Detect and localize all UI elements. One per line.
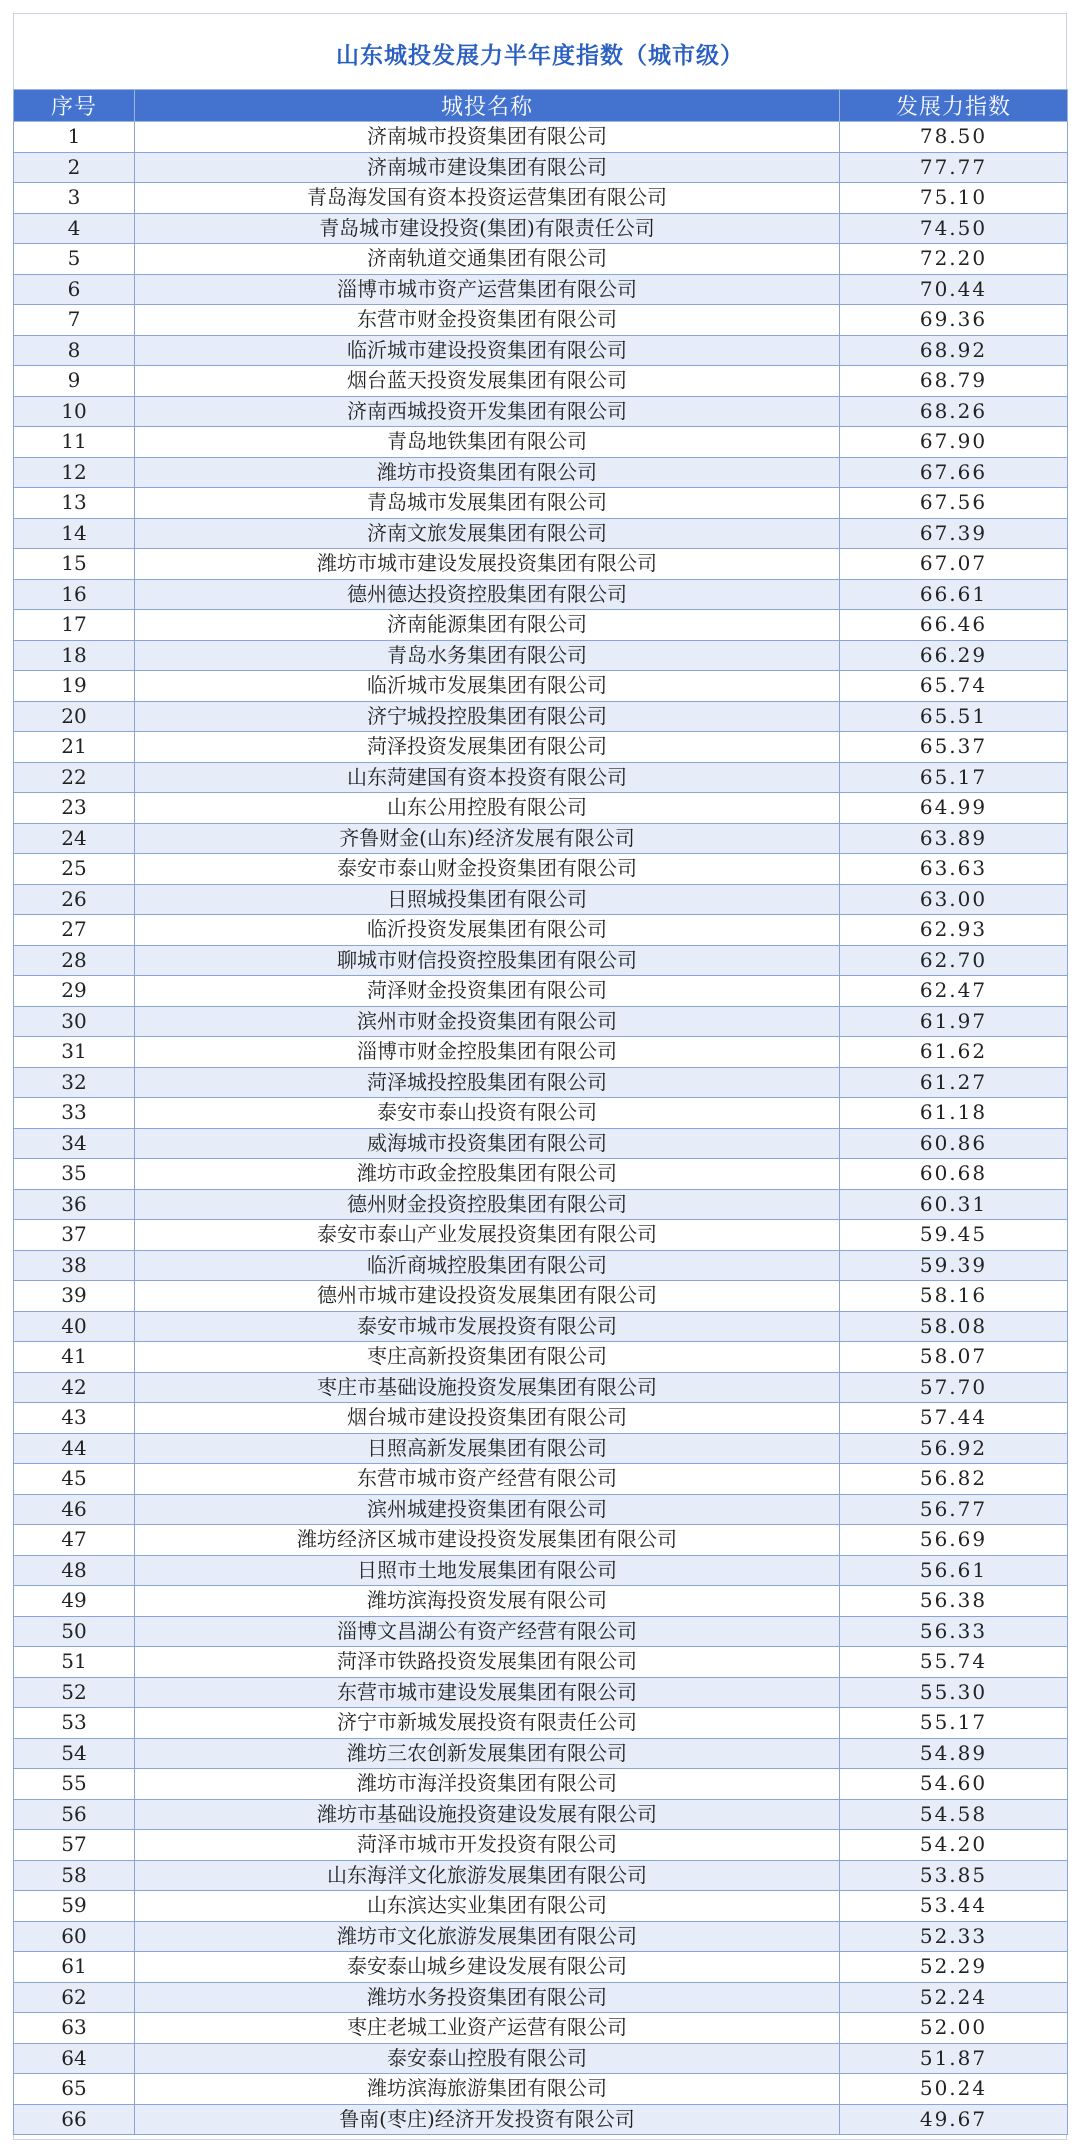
cell-name: 日照市土地发展集团有限公司 xyxy=(135,1555,840,1586)
cell-index: 49.67 xyxy=(840,2104,1068,2135)
cell-no: 29 xyxy=(14,976,135,1007)
cell-name: 淄博市城市资产运营集团有限公司 xyxy=(135,274,840,305)
cell-name: 菏泽城投控股集团有限公司 xyxy=(135,1067,840,1098)
cell-name: 齐鲁财金(山东)经济发展有限公司 xyxy=(135,823,840,854)
table-row xyxy=(14,396,1068,427)
cell-no: 10 xyxy=(14,396,135,427)
cell-index: 74.50 xyxy=(840,213,1068,244)
header-index: 发展力指数 xyxy=(840,90,1068,122)
table-row xyxy=(14,335,1068,366)
header-name: 城投名称 xyxy=(135,90,840,122)
cell-name: 菏泽市铁路投资发展集团有限公司 xyxy=(135,1647,840,1678)
cell-index: 75.10 xyxy=(840,183,1068,214)
cell-no: 37 xyxy=(14,1220,135,1251)
cell-index: 52.33 xyxy=(840,1921,1068,1952)
cell-name: 潍坊滨海旅游集团有限公司 xyxy=(135,2074,840,2105)
cell-index: 54.58 xyxy=(840,1799,1068,1830)
cell-no: 43 xyxy=(14,1403,135,1434)
cell-index: 56.82 xyxy=(840,1464,1068,1495)
cell-no: 14 xyxy=(14,518,135,549)
cell-name: 青岛城市建设投资(集团)有限责任公司 xyxy=(135,213,840,244)
cell-name: 滨州城建投资集团有限公司 xyxy=(135,1494,840,1525)
table-row xyxy=(14,152,1068,183)
table-row xyxy=(14,1830,1068,1861)
table-row xyxy=(14,1769,1068,1800)
index-table xyxy=(13,89,1068,2135)
cell-no: 19 xyxy=(14,671,135,702)
table-row xyxy=(14,1860,1068,1891)
cell-name: 潍坊市基础设施投资建设发展有限公司 xyxy=(135,1799,840,1830)
cell-index: 68.92 xyxy=(840,335,1068,366)
cell-index: 62.93 xyxy=(840,915,1068,946)
cell-index: 66.61 xyxy=(840,579,1068,610)
cell-no: 36 xyxy=(14,1189,135,1220)
cell-name: 潍坊市政金控股集团有限公司 xyxy=(135,1159,840,1190)
cell-name: 泰安市泰山投资有限公司 xyxy=(135,1098,840,1129)
cell-index: 57.44 xyxy=(840,1403,1068,1434)
cell-no: 20 xyxy=(14,701,135,732)
cell-name: 济宁城投控股集团有限公司 xyxy=(135,701,840,732)
cell-no: 17 xyxy=(14,610,135,641)
cell-no: 25 xyxy=(14,854,135,885)
table-row xyxy=(14,1067,1068,1098)
cell-name: 枣庄市基础设施投资发展集团有限公司 xyxy=(135,1372,840,1403)
table-row xyxy=(14,1738,1068,1769)
cell-name: 潍坊滨海投资发展有限公司 xyxy=(135,1586,840,1617)
cell-name: 泰安泰山城乡建设发展有限公司 xyxy=(135,1952,840,1983)
cell-index: 63.89 xyxy=(840,823,1068,854)
cell-no: 66 xyxy=(14,2104,135,2135)
cell-index: 61.62 xyxy=(840,1037,1068,1068)
cell-name: 鲁南(枣庄)经济开发投资有限公司 xyxy=(135,2104,840,2135)
cell-no: 42 xyxy=(14,1372,135,1403)
cell-index: 59.39 xyxy=(840,1250,1068,1281)
cell-no: 51 xyxy=(14,1647,135,1678)
cell-no: 63 xyxy=(14,2013,135,2044)
table-row xyxy=(14,915,1068,946)
cell-index: 63.63 xyxy=(840,854,1068,885)
table-row xyxy=(14,1921,1068,1952)
header-no: 序号 xyxy=(14,90,135,122)
cell-no: 57 xyxy=(14,1830,135,1861)
cell-name: 济宁市新城发展投资有限责任公司 xyxy=(135,1708,840,1739)
cell-no: 34 xyxy=(14,1128,135,1159)
cell-name: 济南文旅发展集团有限公司 xyxy=(135,518,840,549)
table-row xyxy=(14,640,1068,671)
cell-index: 52.29 xyxy=(840,1952,1068,1983)
table-row xyxy=(14,1403,1068,1434)
cell-no: 23 xyxy=(14,793,135,824)
table-row xyxy=(14,976,1068,1007)
cell-no: 30 xyxy=(14,1006,135,1037)
table-row xyxy=(14,1952,1068,1983)
cell-index: 58.16 xyxy=(840,1281,1068,1312)
cell-index: 66.29 xyxy=(840,640,1068,671)
cell-index: 65.37 xyxy=(840,732,1068,763)
cell-index: 52.00 xyxy=(840,2013,1068,2044)
cell-index: 53.44 xyxy=(840,1891,1068,1922)
cell-no: 49 xyxy=(14,1586,135,1617)
cell-index: 67.39 xyxy=(840,518,1068,549)
table-row xyxy=(14,701,1068,732)
cell-name: 枣庄老城工业资产运营有限公司 xyxy=(135,2013,840,2044)
cell-no: 50 xyxy=(14,1616,135,1647)
table-row xyxy=(14,1189,1068,1220)
cell-index: 68.79 xyxy=(840,366,1068,397)
cell-no: 65 xyxy=(14,2074,135,2105)
cell-name: 威海城市投资集团有限公司 xyxy=(135,1128,840,1159)
cell-index: 57.70 xyxy=(840,1372,1068,1403)
cell-name: 潍坊市海洋投资集团有限公司 xyxy=(135,1769,840,1800)
table-row xyxy=(14,1494,1068,1525)
cell-no: 62 xyxy=(14,1982,135,2013)
table-row xyxy=(14,579,1068,610)
cell-name: 济南能源集团有限公司 xyxy=(135,610,840,641)
cell-name: 日照高新发展集团有限公司 xyxy=(135,1433,840,1464)
cell-name: 山东公用控股有限公司 xyxy=(135,793,840,824)
cell-index: 62.47 xyxy=(840,976,1068,1007)
cell-no: 7 xyxy=(14,305,135,336)
cell-index: 56.77 xyxy=(840,1494,1068,1525)
cell-name: 淄博文昌湖公有资产经营有限公司 xyxy=(135,1616,840,1647)
cell-index: 61.97 xyxy=(840,1006,1068,1037)
table-row xyxy=(14,1006,1068,1037)
cell-name: 淄博市财金控股集团有限公司 xyxy=(135,1037,840,1068)
table-row xyxy=(14,1555,1068,1586)
cell-no: 15 xyxy=(14,549,135,580)
cell-name: 青岛水务集团有限公司 xyxy=(135,640,840,671)
cell-name: 滨州市财金投资集团有限公司 xyxy=(135,1006,840,1037)
cell-index: 65.17 xyxy=(840,762,1068,793)
cell-no: 11 xyxy=(14,427,135,458)
cell-name: 青岛城市发展集团有限公司 xyxy=(135,488,840,519)
cell-no: 22 xyxy=(14,762,135,793)
cell-index: 52.24 xyxy=(840,1982,1068,2013)
table-row xyxy=(14,1586,1068,1617)
cell-name: 东营市财金投资集团有限公司 xyxy=(135,305,840,336)
cell-name: 烟台城市建设投资集团有限公司 xyxy=(135,1403,840,1434)
table-body xyxy=(14,122,1068,2135)
table-title: 山东城投发展力半年度指数（城市级） xyxy=(336,42,744,69)
cell-name: 济南城市投资集团有限公司 xyxy=(135,122,840,153)
cell-name: 聊城市财信投资控股集团有限公司 xyxy=(135,945,840,976)
table-row xyxy=(14,1159,1068,1190)
cell-index: 59.45 xyxy=(840,1220,1068,1251)
cell-no: 31 xyxy=(14,1037,135,1068)
index-table-sheet xyxy=(13,13,1067,2140)
cell-name: 潍坊市文化旅游发展集团有限公司 xyxy=(135,1921,840,1952)
cell-no: 59 xyxy=(14,1891,135,1922)
table-row xyxy=(14,1891,1068,1922)
cell-no: 56 xyxy=(14,1799,135,1830)
table-row xyxy=(14,1098,1068,1129)
cell-name: 济南轨道交通集团有限公司 xyxy=(135,244,840,275)
cell-no: 18 xyxy=(14,640,135,671)
cell-no: 4 xyxy=(14,213,135,244)
table-row xyxy=(14,488,1068,519)
cell-index: 67.56 xyxy=(840,488,1068,519)
cell-no: 13 xyxy=(14,488,135,519)
table-row xyxy=(14,1982,1068,2013)
cell-no: 28 xyxy=(14,945,135,976)
cell-name: 菏泽财金投资集团有限公司 xyxy=(135,976,840,1007)
table-row xyxy=(14,1616,1068,1647)
table-row xyxy=(14,1677,1068,1708)
cell-no: 60 xyxy=(14,1921,135,1952)
table-row xyxy=(14,2104,1068,2135)
cell-index: 56.33 xyxy=(840,1616,1068,1647)
table-row xyxy=(14,793,1068,824)
cell-name: 青岛海发国有资本投资运营集团有限公司 xyxy=(135,183,840,214)
cell-no: 12 xyxy=(14,457,135,488)
cell-no: 24 xyxy=(14,823,135,854)
table-row xyxy=(14,1372,1068,1403)
cell-no: 32 xyxy=(14,1067,135,1098)
cell-no: 45 xyxy=(14,1464,135,1495)
cell-index: 54.60 xyxy=(840,1769,1068,1800)
cell-index: 60.68 xyxy=(840,1159,1068,1190)
cell-no: 27 xyxy=(14,915,135,946)
cell-name: 临沂商城控股集团有限公司 xyxy=(135,1250,840,1281)
cell-no: 48 xyxy=(14,1555,135,1586)
cell-no: 33 xyxy=(14,1098,135,1129)
cell-index: 55.74 xyxy=(840,1647,1068,1678)
cell-index: 69.36 xyxy=(840,305,1068,336)
cell-name: 潍坊三农创新发展集团有限公司 xyxy=(135,1738,840,1769)
cell-index: 56.92 xyxy=(840,1433,1068,1464)
table-row xyxy=(14,1647,1068,1678)
table-header xyxy=(14,90,1068,122)
cell-index: 77.77 xyxy=(840,152,1068,183)
cell-no: 8 xyxy=(14,335,135,366)
cell-no: 55 xyxy=(14,1769,135,1800)
table-row xyxy=(14,427,1068,458)
cell-no: 35 xyxy=(14,1159,135,1190)
table-row xyxy=(14,671,1068,702)
cell-name: 临沂城市建设投资集团有限公司 xyxy=(135,335,840,366)
cell-index: 67.66 xyxy=(840,457,1068,488)
cell-index: 65.51 xyxy=(840,701,1068,732)
table-row xyxy=(14,1464,1068,1495)
cell-name: 泰安市城市发展投资有限公司 xyxy=(135,1311,840,1342)
table-row xyxy=(14,518,1068,549)
cell-name: 临沂城市发展集团有限公司 xyxy=(135,671,840,702)
cell-no: 1 xyxy=(14,122,135,153)
cell-index: 63.00 xyxy=(840,884,1068,915)
cell-no: 26 xyxy=(14,884,135,915)
cell-no: 38 xyxy=(14,1250,135,1281)
cell-index: 51.87 xyxy=(840,2043,1068,2074)
table-row xyxy=(14,1220,1068,1251)
table-row xyxy=(14,183,1068,214)
table-row xyxy=(14,305,1068,336)
cell-index: 72.20 xyxy=(840,244,1068,275)
cell-index: 61.27 xyxy=(840,1067,1068,1098)
table-row xyxy=(14,1037,1068,1068)
table-row xyxy=(14,2013,1068,2044)
table-row xyxy=(14,1281,1068,1312)
cell-index: 54.20 xyxy=(840,1830,1068,1861)
cell-no: 58 xyxy=(14,1860,135,1891)
cell-name: 山东滨达实业集团有限公司 xyxy=(135,1891,840,1922)
cell-no: 5 xyxy=(14,244,135,275)
cell-index: 65.74 xyxy=(840,671,1068,702)
cell-no: 64 xyxy=(14,2043,135,2074)
cell-no: 40 xyxy=(14,1311,135,1342)
cell-name: 山东菏建国有资本投资有限公司 xyxy=(135,762,840,793)
table-row xyxy=(14,823,1068,854)
cell-no: 44 xyxy=(14,1433,135,1464)
cell-no: 6 xyxy=(14,274,135,305)
cell-name: 德州财金投资控股集团有限公司 xyxy=(135,1189,840,1220)
cell-index: 56.38 xyxy=(840,1586,1068,1617)
table-row xyxy=(14,1525,1068,1556)
cell-no: 46 xyxy=(14,1494,135,1525)
table-row xyxy=(14,1799,1068,1830)
table-row xyxy=(14,1128,1068,1159)
table-row xyxy=(14,945,1068,976)
table-row xyxy=(14,122,1068,153)
cell-index: 60.86 xyxy=(840,1128,1068,1159)
cell-index: 60.31 xyxy=(840,1189,1068,1220)
cell-index: 53.85 xyxy=(840,1860,1068,1891)
cell-name: 济南城市建设集团有限公司 xyxy=(135,152,840,183)
cell-index: 56.69 xyxy=(840,1525,1068,1556)
cell-index: 78.50 xyxy=(840,122,1068,153)
cell-index: 66.46 xyxy=(840,610,1068,641)
cell-index: 62.70 xyxy=(840,945,1068,976)
table-row xyxy=(14,854,1068,885)
cell-name: 泰安市泰山产业发展投资集团有限公司 xyxy=(135,1220,840,1251)
table-row xyxy=(14,1311,1068,1342)
cell-name: 临沂投资发展集团有限公司 xyxy=(135,915,840,946)
cell-index: 67.07 xyxy=(840,549,1068,580)
cell-no: 54 xyxy=(14,1738,135,1769)
cell-name: 菏泽投资发展集团有限公司 xyxy=(135,732,840,763)
table-row xyxy=(14,457,1068,488)
table-row xyxy=(14,1342,1068,1373)
cell-no: 2 xyxy=(14,152,135,183)
cell-no: 3 xyxy=(14,183,135,214)
cell-no: 41 xyxy=(14,1342,135,1373)
cell-index: 55.30 xyxy=(840,1677,1068,1708)
cell-name: 泰安市泰山财金投资集团有限公司 xyxy=(135,854,840,885)
cell-index: 67.90 xyxy=(840,427,1068,458)
cell-index: 70.44 xyxy=(840,274,1068,305)
table-row xyxy=(14,366,1068,397)
cell-no: 9 xyxy=(14,366,135,397)
cell-name: 济南西城投资开发集团有限公司 xyxy=(135,396,840,427)
cell-name: 东营市城市建设发展集团有限公司 xyxy=(135,1677,840,1708)
cell-index: 56.61 xyxy=(840,1555,1068,1586)
cell-index: 58.07 xyxy=(840,1342,1068,1373)
cell-index: 61.18 xyxy=(840,1098,1068,1129)
cell-name: 青岛地铁集团有限公司 xyxy=(135,427,840,458)
table-row xyxy=(14,274,1068,305)
cell-no: 52 xyxy=(14,1677,135,1708)
cell-name: 潍坊市投资集团有限公司 xyxy=(135,457,840,488)
cell-index: 58.08 xyxy=(840,1311,1068,1342)
cell-name: 山东海洋文化旅游发展集团有限公司 xyxy=(135,1860,840,1891)
table-row xyxy=(14,2043,1068,2074)
cell-name: 日照城投集团有限公司 xyxy=(135,884,840,915)
cell-name: 潍坊水务投资集团有限公司 xyxy=(135,1982,840,2013)
cell-name: 德州德达投资控股集团有限公司 xyxy=(135,579,840,610)
table-row xyxy=(14,610,1068,641)
table-row xyxy=(14,2074,1068,2105)
cell-name: 东营市城市资产经营有限公司 xyxy=(135,1464,840,1495)
table-row xyxy=(14,549,1068,580)
table-row xyxy=(14,244,1068,275)
cell-no: 61 xyxy=(14,1952,135,1983)
cell-no: 16 xyxy=(14,579,135,610)
table-row xyxy=(14,884,1068,915)
cell-name: 潍坊市城市建设发展投资集团有限公司 xyxy=(135,549,840,580)
cell-index: 64.99 xyxy=(840,793,1068,824)
table-row xyxy=(14,1433,1068,1464)
cell-name: 潍坊经济区城市建设投资发展集团有限公司 xyxy=(135,1525,840,1556)
cell-name: 泰安泰山控股有限公司 xyxy=(135,2043,840,2074)
table-row xyxy=(14,1708,1068,1739)
cell-no: 47 xyxy=(14,1525,135,1556)
table-row xyxy=(14,213,1068,244)
cell-name: 烟台蓝天投资发展集团有限公司 xyxy=(135,366,840,397)
header-row xyxy=(14,90,1068,122)
cell-name: 菏泽市城市开发投资有限公司 xyxy=(135,1830,840,1861)
table-row xyxy=(14,732,1068,763)
cell-no: 39 xyxy=(14,1281,135,1312)
cell-name: 枣庄高新投资集团有限公司 xyxy=(135,1342,840,1373)
cell-no: 53 xyxy=(14,1708,135,1739)
cell-no: 21 xyxy=(14,732,135,763)
table-row xyxy=(14,1250,1068,1281)
table-row xyxy=(14,762,1068,793)
cell-index: 50.24 xyxy=(840,2074,1068,2105)
cell-index: 68.26 xyxy=(840,396,1068,427)
cell-index: 55.17 xyxy=(840,1708,1068,1739)
cell-index: 54.89 xyxy=(840,1738,1068,1769)
cell-name: 德州市城市建设投资发展集团有限公司 xyxy=(135,1281,840,1312)
